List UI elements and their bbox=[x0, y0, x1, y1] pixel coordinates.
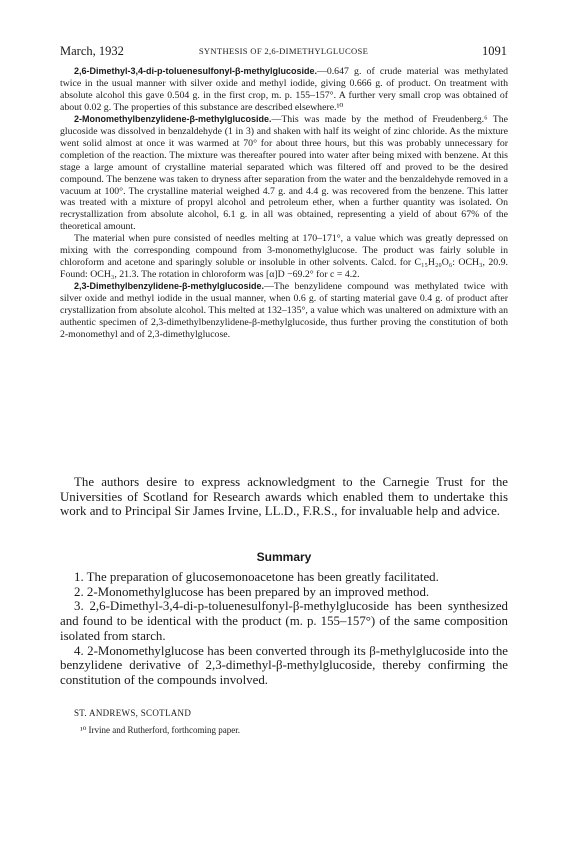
author-location: ST. ANDREWS, SCOTLAND bbox=[74, 708, 192, 718]
paragraph-text: —0.647 g. of crude material was methylated twice in the usual manner with silver oxide and methyl iodide, giving 0.666 g. of product. On treatment with absolute alcohol this gave 0.504 g. in the first crop, m. p. 155–157°. A further very small crop was obtained of about 0.02 g. The properties of this substance are described elsewhere.¹⁰ bbox=[60, 66, 508, 113]
paragraph-dimethyl-toluenesulfonyl bbox=[60, 66, 508, 114]
experimental-section bbox=[60, 66, 508, 341]
summary-item: 2. 2-Monomethylglucose has been prepared by an improved method. bbox=[74, 584, 430, 599]
paragraph-dimethylbenzylidene bbox=[60, 281, 508, 341]
paragraph-text: —The benzylidene compound was methylated twice with silver oxide and methyl iodide in the usual manner, when 0.6 g. of starting material gave 0.4 g. of product after crystallization from absolute alcohol. This melted at 132–135°, a value which was unaltered on admixture with an authentic specimen of 2,3-dimethylbenzylidene-β-methylglucoside, thus further proving the constitution of both 2-monomethyl and of 2,3-dimethylglucose. bbox=[60, 281, 508, 340]
acknowledgment-paragraph: The authors desire to express acknowledgment to the Carnegie Trust for the Universities of Scotland for Research awards which enabled them to undertake this work and to Principal Sir James Irvine, LL.D., F.R.S., for invaluable help and advice. bbox=[60, 475, 508, 519]
summary-item: 1. The preparation of glucosemonoacetone has been greatly facilitated. bbox=[74, 570, 439, 584]
acknowledgment-section bbox=[60, 475, 508, 519]
footnote-text: ¹⁰ Irvine and Rutherford, forthcoming paper. bbox=[80, 725, 241, 735]
paragraph-text: The material when pure consisted of needles melting at 170–171°, a value which was greatly depressed on mixing with the corresponding compound from 3-monomethylglucose. The product was fairly soluble in chloroform and acetone and sparingly soluble or insoluble in other solvents. Calcd. for C₁₅H₂₀O₆: OCH₃, 20.9. Found: OCH₃, 21.3. The rotation in chloroform was [α]D −69.2° for c = 4.2. bbox=[60, 233, 508, 281]
summary-item: 4. 2-Monomethylglucose has been converted through its β-methylglucoside into the benzylidene derivative of 2,3-dimethyl-β-methylglucoside, thereby confirming the constitution of the compounds involved. bbox=[60, 643, 508, 687]
summary-item: 3. 2,6-Dimethyl-3,4-di-p-toluenesulfonyl-β-methylglucoside has been synthesized and found to be identical with the product (m. p. 155–157°) of the same composition isolated from starch. bbox=[60, 599, 508, 643]
summary-heading: Summary bbox=[256, 550, 312, 564]
running-title: SYNTHESIS OF 2,6-DIMETHYLGLUCOSE bbox=[198, 46, 369, 56]
page-number: 1091 bbox=[482, 44, 507, 58]
paragraph-monomethylbenzylidene bbox=[60, 114, 508, 234]
summary-list bbox=[60, 570, 508, 688]
paragraph-properties bbox=[60, 233, 508, 281]
footnote bbox=[60, 725, 508, 736]
compound-heading: 2-Monomethylbenzylidene-β-methylglucoside. bbox=[74, 113, 272, 124]
paragraph-text: —This was made by the method of Freudenberg.⁶ The glucoside was dissolved in benzaldehyde (1 in 3) and shaken with half its weight of zinc chloride. As the mixture went solid almost at once it was warmed at 70° for about three hours, but this was probably unnecessary for completion of the reaction. The mixture was thereafter poured into water after being mixed with benzene. At this stage a large amount of crystalline material separated which was filtered off and proved to be the desired compound. The benzene was taken to dryness after separation from the water and the benzaldehyde removed in a vacuum at 100°. The crystalline material weighed 4.7 g. and 4.4 g. was recovered from the benzene. This latter was treated with a mixture of propyl alcohol and petroleum ether, when a further quantity was isolated. On recrystallization from absolute alcohol, 6.1 g. in all was obtained, representing a yield of about 67% of the theoretical amount. bbox=[60, 113, 508, 233]
running-head bbox=[60, 44, 507, 58]
issue-date: March, 1932 bbox=[60, 44, 124, 58]
compound-heading: 2,3-Dimethylbenzylidene-β-methylglucoside. bbox=[74, 281, 265, 292]
compound-heading: 2,6-Dimethyl-3,4-di-p-toluenesulfonyl-β-methylglucoside. bbox=[74, 66, 318, 76]
